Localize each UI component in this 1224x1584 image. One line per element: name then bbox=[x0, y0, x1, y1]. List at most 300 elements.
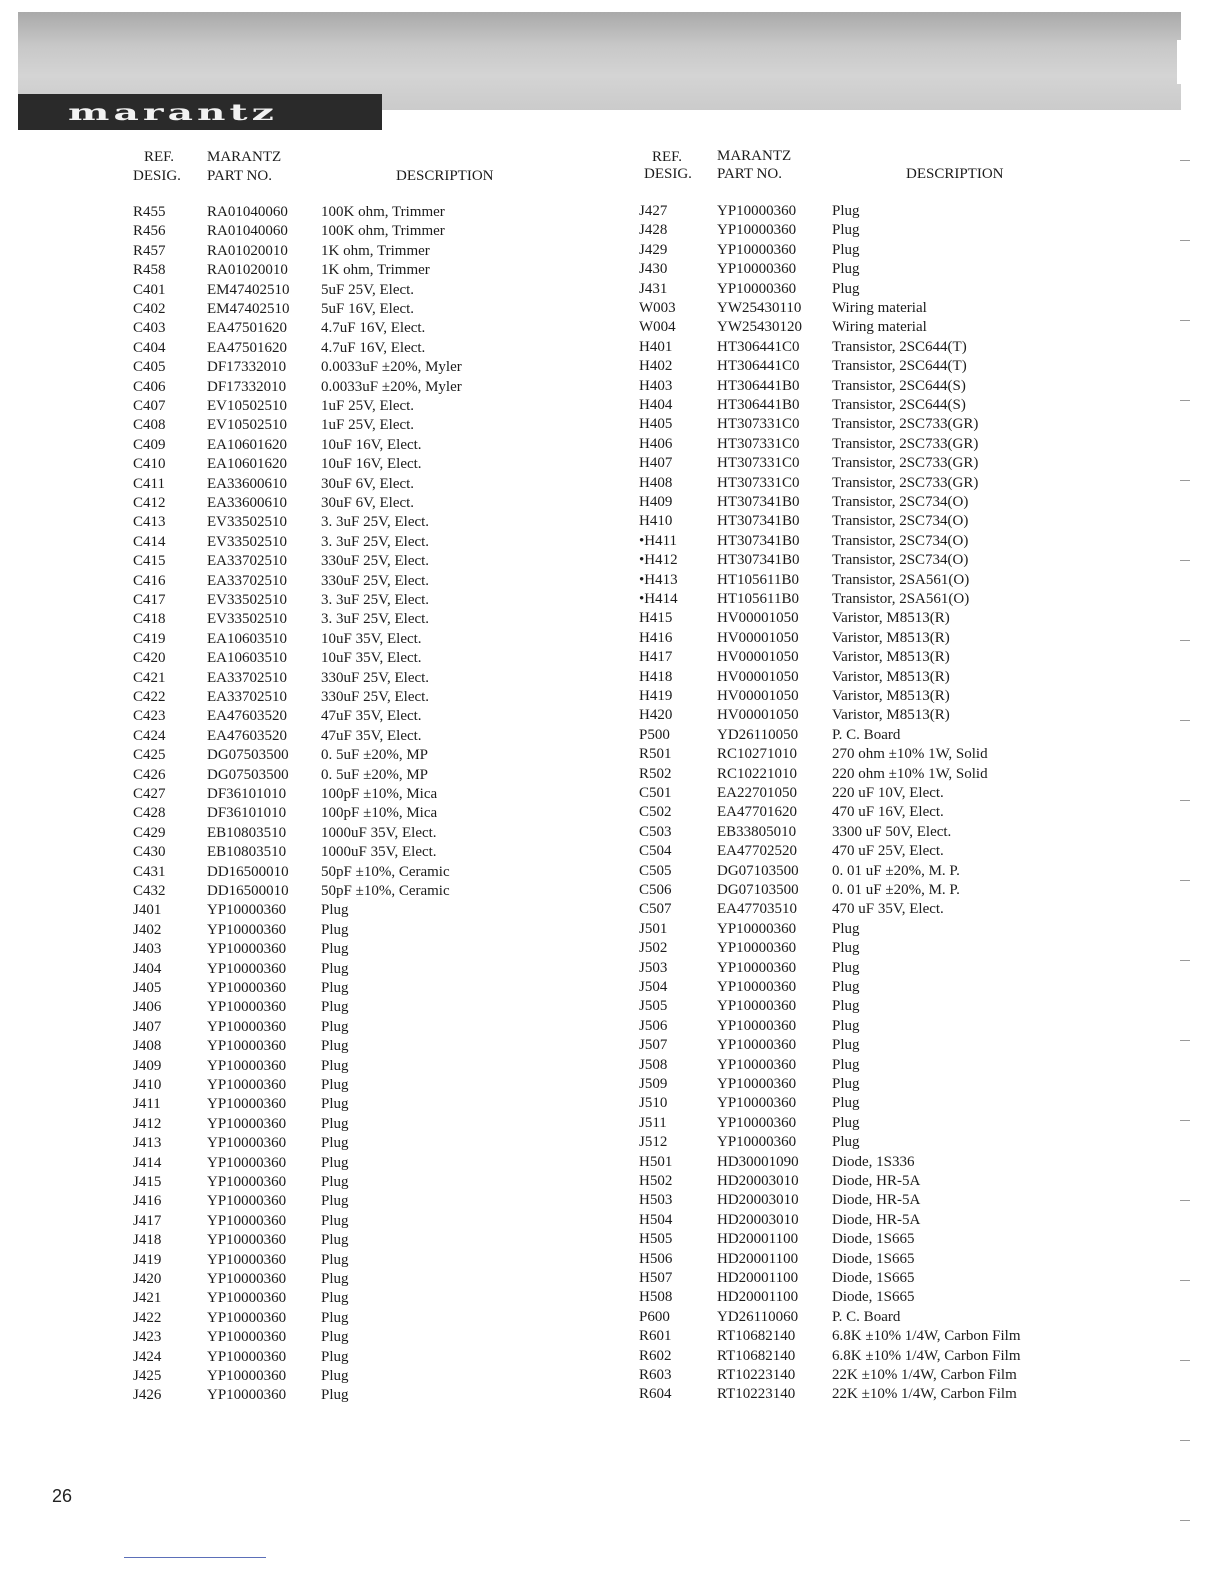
ref-designator: C424 bbox=[133, 727, 166, 744]
ref-designator: C503 bbox=[639, 823, 672, 840]
part-number: RC10221010 bbox=[717, 765, 798, 782]
description: Transistor, 2SC644(T) bbox=[832, 358, 967, 375]
part-number: EA47701620 bbox=[717, 804, 797, 821]
brand-logo-text: marantz bbox=[68, 98, 278, 126]
ref-designator: J412 bbox=[133, 1115, 162, 1132]
part-number: DG07503500 bbox=[207, 766, 289, 783]
description: Plug bbox=[321, 1387, 349, 1404]
right-description-header: DESCRIPTION bbox=[906, 166, 1004, 182]
description: 0. 01 uF ±20%, M. P. bbox=[832, 862, 960, 879]
description: 470 uF 16V, Elect. bbox=[832, 804, 944, 821]
part-number: EA33702510 bbox=[207, 553, 287, 570]
edge-tick-mark bbox=[1180, 480, 1190, 481]
description: 0. 5uF ±20%, MP bbox=[321, 766, 428, 783]
description: Plug bbox=[321, 1348, 349, 1365]
part-number: HD20001100 bbox=[717, 1231, 799, 1248]
ref-designator: J510 bbox=[639, 1095, 668, 1112]
ref-designator: C430 bbox=[133, 844, 166, 861]
ref-designator: J414 bbox=[133, 1154, 162, 1171]
part-number: EV33502510 bbox=[207, 533, 287, 550]
description: 470 uF 25V, Elect. bbox=[832, 843, 944, 860]
part-number: YP10000360 bbox=[207, 1077, 287, 1093]
description: 6.8K ±10% 1/4W, Carbon Film bbox=[832, 1328, 1021, 1345]
description: 270 ohm ±10% 1W, Solid bbox=[832, 746, 988, 763]
part-number: EA22701050 bbox=[717, 785, 797, 801]
part-number: HT105611B0 bbox=[717, 591, 799, 607]
ref-designator: J417 bbox=[133, 1212, 162, 1229]
ref-designator: R601 bbox=[639, 1328, 672, 1345]
right-part-header-2: PART NO. bbox=[717, 166, 782, 182]
part-number: YP10000360 bbox=[207, 1038, 287, 1055]
description: 1K ohm, Trimmer bbox=[321, 262, 430, 279]
part-number: YD26110050 bbox=[717, 726, 799, 743]
description: 3. 3uF 25V, Elect. bbox=[321, 533, 430, 550]
description: Plug bbox=[321, 1309, 349, 1326]
description: 10uF 35V, Elect. bbox=[321, 650, 422, 667]
description: Diode, HR-5A bbox=[832, 1192, 921, 1209]
ref-designator: J427 bbox=[639, 203, 668, 219]
ref-designator: J431 bbox=[639, 280, 668, 297]
ref-designator: C404 bbox=[133, 339, 166, 356]
edge-tick-mark bbox=[1180, 160, 1190, 161]
description: Transistor, 2SC733(GR) bbox=[832, 474, 979, 491]
ref-designator: C412 bbox=[133, 495, 166, 511]
part-number: YP10000360 bbox=[207, 1174, 287, 1190]
part-number: HV00001050 bbox=[717, 668, 799, 685]
right-part-header-1: MARANTZ bbox=[717, 148, 792, 164]
description: Varistor, M8513(R) bbox=[832, 688, 950, 704]
description: Plug bbox=[832, 203, 860, 219]
ref-designator: H409 bbox=[639, 494, 673, 510]
part-number: YP10000360 bbox=[207, 1096, 287, 1113]
right-ref-header-1: REF. bbox=[652, 149, 683, 165]
ref-designator: •H414 bbox=[639, 591, 678, 607]
description: Plug bbox=[321, 1096, 349, 1113]
part-number: EA33702510 bbox=[207, 572, 287, 589]
ref-designator: C505 bbox=[639, 862, 672, 879]
description: Plug bbox=[832, 241, 860, 258]
description: P. C. Board bbox=[832, 726, 901, 743]
edge-tick-mark bbox=[1180, 800, 1190, 801]
ref-designator: C428 bbox=[133, 805, 166, 822]
ref-designator: J411 bbox=[133, 1096, 161, 1113]
ref-designator: R458 bbox=[133, 262, 166, 279]
ref-designator: C426 bbox=[133, 766, 166, 783]
footer-rule bbox=[124, 1557, 266, 1558]
part-number: YP10000360 bbox=[717, 998, 797, 1015]
part-number: EA33702510 bbox=[207, 689, 287, 705]
part-number: YP10000360 bbox=[207, 1309, 287, 1326]
ref-designator: R604 bbox=[639, 1386, 672, 1403]
part-number: HD30001090 bbox=[717, 1153, 799, 1170]
ref-designator: J418 bbox=[133, 1232, 162, 1249]
description: Plug bbox=[832, 959, 860, 976]
ref-designator: C407 bbox=[133, 398, 166, 414]
part-number: HD20003010 bbox=[717, 1211, 799, 1228]
part-number: YP10000360 bbox=[207, 1115, 287, 1132]
part-number: HT306441C0 bbox=[717, 338, 800, 355]
description: Transistor, 2SC644(S) bbox=[832, 377, 966, 394]
description: Varistor, M8513(R) bbox=[832, 668, 950, 685]
description: Diode, 1S665 bbox=[832, 1231, 915, 1248]
brand-logo bbox=[18, 94, 382, 130]
part-number: HT307331C0 bbox=[717, 455, 800, 472]
description: 5uF 25V, Elect. bbox=[321, 281, 415, 298]
description: Plug bbox=[832, 1076, 860, 1092]
part-number: YP10000360 bbox=[717, 1017, 797, 1034]
part-number: EV10502510 bbox=[207, 417, 287, 434]
description: Transistor, 2SC734(O) bbox=[832, 532, 969, 549]
description: Plug bbox=[321, 1212, 349, 1229]
ref-designator: H410 bbox=[639, 513, 673, 530]
description: 22K ±10% 1/4W, Carbon Film bbox=[832, 1386, 1017, 1403]
ref-designator: P600 bbox=[639, 1308, 670, 1325]
ref-designator: R502 bbox=[639, 765, 672, 782]
part-number: EB33805010 bbox=[717, 823, 797, 840]
description: Plug bbox=[832, 920, 860, 937]
left-ref-header-2: DESIG. bbox=[133, 168, 181, 184]
description: Transistor, 2SC733(GR) bbox=[832, 416, 979, 433]
ref-designator: C432 bbox=[133, 883, 166, 899]
ref-designator: C406 bbox=[133, 378, 166, 395]
part-number: HD20003010 bbox=[717, 1173, 799, 1189]
description: Plug bbox=[321, 1193, 349, 1210]
description: 100pF ±10%, Mica bbox=[321, 805, 438, 822]
part-number: YW25430120 bbox=[717, 319, 802, 336]
description: 22K ±10% 1/4W, Carbon Film bbox=[832, 1367, 1017, 1383]
part-number: HT105611B0 bbox=[717, 571, 799, 588]
ref-designator: C423 bbox=[133, 708, 166, 725]
part-number: RT10223140 bbox=[717, 1386, 796, 1403]
part-number: YP10000360 bbox=[207, 1387, 287, 1404]
ref-designator: J506 bbox=[639, 1017, 668, 1034]
description: Plug bbox=[832, 998, 860, 1015]
ref-designator: H417 bbox=[639, 649, 673, 666]
description: 10uF 35V, Elect. bbox=[321, 630, 422, 647]
ref-designator: J428 bbox=[639, 222, 668, 239]
part-number: RA01020010 bbox=[207, 262, 288, 279]
ref-designator: C507 bbox=[639, 901, 672, 918]
description: Plug bbox=[321, 1115, 349, 1132]
description: 50pF ±10%, Ceramic bbox=[321, 863, 450, 880]
description: 47uF 35V, Elect. bbox=[321, 727, 422, 744]
edge-tick-mark bbox=[1180, 1120, 1190, 1121]
part-number: DG07103500 bbox=[717, 862, 799, 879]
ref-designator: J408 bbox=[133, 1038, 162, 1055]
ref-designator: C506 bbox=[639, 882, 672, 898]
part-number: YP10000360 bbox=[717, 1114, 797, 1131]
ref-designator: H508 bbox=[639, 1289, 673, 1306]
part-number: HT307341B0 bbox=[717, 552, 800, 569]
part-number: YP10000360 bbox=[717, 959, 797, 976]
ref-designator: H504 bbox=[639, 1211, 673, 1228]
description: 100pF ±10%, Mica bbox=[321, 786, 438, 802]
part-number: YW25430110 bbox=[717, 300, 802, 316]
ref-designator: W003 bbox=[639, 300, 676, 316]
ref-designator: C504 bbox=[639, 843, 672, 860]
part-number: HT307331C0 bbox=[717, 474, 800, 491]
description: Diode, HR-5A bbox=[832, 1211, 921, 1228]
part-number: YP10000360 bbox=[207, 999, 287, 1016]
description: Transistor, 2SC733(GR) bbox=[832, 455, 979, 472]
description: 220 uF 10V, Elect. bbox=[832, 785, 944, 801]
ref-designator: H507 bbox=[639, 1270, 673, 1286]
description: Plug bbox=[832, 1095, 860, 1112]
description: Plug bbox=[321, 1038, 349, 1055]
part-number: EM47402510 bbox=[207, 301, 290, 317]
ref-designator: J403 bbox=[133, 941, 162, 958]
description: 330uF 25V, Elect. bbox=[321, 572, 430, 589]
edge-tick-mark bbox=[1180, 720, 1190, 721]
part-number: HD20001100 bbox=[717, 1250, 799, 1267]
part-number: HT306441C0 bbox=[717, 358, 800, 375]
edge-tick-mark bbox=[1180, 400, 1190, 401]
description: 330uF 25V, Elect. bbox=[321, 689, 430, 705]
ref-designator: J423 bbox=[133, 1329, 162, 1346]
part-number: HT306441B0 bbox=[717, 397, 800, 413]
ref-designator: C422 bbox=[133, 689, 166, 705]
part-number: EA47603520 bbox=[207, 708, 287, 725]
part-number: EA47703510 bbox=[717, 901, 797, 918]
description: 3. 3uF 25V, Elect. bbox=[321, 611, 430, 628]
description: Varistor, M8513(R) bbox=[832, 707, 950, 724]
description: Transistor, 2SC734(O) bbox=[832, 552, 969, 569]
description: Plug bbox=[321, 902, 349, 919]
ref-designator: H505 bbox=[639, 1231, 673, 1248]
description: 30uF 6V, Elect. bbox=[321, 475, 415, 492]
part-number: DD16500010 bbox=[207, 863, 289, 880]
part-number: RC10271010 bbox=[717, 746, 798, 763]
part-number: RT10223140 bbox=[717, 1367, 796, 1383]
description: 330uF 25V, Elect. bbox=[321, 553, 430, 570]
part-number: DF36101010 bbox=[207, 805, 287, 822]
part-number: HT306441B0 bbox=[717, 377, 800, 394]
ref-designator: C502 bbox=[639, 804, 672, 821]
edge-tick-mark bbox=[1180, 1360, 1190, 1361]
description: Transistor, 2SA561(O) bbox=[832, 591, 970, 607]
ref-designator: C415 bbox=[133, 553, 166, 570]
ref-designator: J405 bbox=[133, 980, 162, 996]
edge-tick-mark bbox=[1180, 320, 1190, 321]
description: Plug bbox=[321, 1329, 349, 1346]
description: 100K ohm, Trimmer bbox=[321, 223, 445, 240]
edge-tick-mark bbox=[1180, 1200, 1190, 1201]
description: Plug bbox=[321, 1232, 349, 1249]
description: Plug bbox=[832, 940, 860, 957]
description: Diode, HR-5A bbox=[832, 1173, 921, 1189]
description: 0. 5uF ±20%, MP bbox=[321, 747, 428, 764]
description: Plug bbox=[832, 979, 860, 995]
part-number: DG07503500 bbox=[207, 747, 289, 764]
description: 3300 uF 50V, Elect. bbox=[832, 823, 952, 840]
description: 50pF ±10%, Ceramic bbox=[321, 883, 450, 899]
part-number: RA01040060 bbox=[207, 223, 288, 240]
description: 220 ohm ±10% 1W, Solid bbox=[832, 765, 988, 782]
description: 1uF 25V, Elect. bbox=[321, 398, 415, 414]
ref-designator: •H411 bbox=[639, 532, 678, 549]
part-number: EM47402510 bbox=[207, 281, 290, 298]
description: 30uF 6V, Elect. bbox=[321, 495, 415, 511]
description: 1uF 25V, Elect. bbox=[321, 417, 415, 434]
part-number: HT307341B0 bbox=[717, 532, 800, 549]
ref-designator: C421 bbox=[133, 669, 166, 686]
edge-tick-mark bbox=[1180, 1520, 1190, 1521]
description: Transistor, 2SC733(GR) bbox=[832, 435, 979, 452]
part-number: RA01020010 bbox=[207, 242, 288, 259]
left-ref-header-1: REF. bbox=[144, 149, 175, 165]
part-number: EA33600610 bbox=[207, 475, 287, 492]
ref-designator: J419 bbox=[133, 1251, 162, 1268]
description: Transistor, 2SC734(O) bbox=[832, 513, 969, 530]
ref-designator: H407 bbox=[639, 455, 673, 472]
edge-tick-mark bbox=[1180, 240, 1190, 241]
ref-designator: C416 bbox=[133, 572, 166, 589]
ref-designator: J407 bbox=[133, 1018, 162, 1035]
part-number: HT307331C0 bbox=[717, 416, 800, 433]
ref-designator: H420 bbox=[639, 707, 673, 724]
description: Plug bbox=[321, 1018, 349, 1035]
description: 5uF 16V, Elect. bbox=[321, 301, 415, 317]
edge-tick-mark bbox=[1180, 960, 1190, 961]
description: Plug bbox=[321, 1290, 349, 1307]
description: Plug bbox=[832, 280, 860, 297]
description: 3. 3uF 25V, Elect. bbox=[321, 592, 430, 608]
ref-designator: H506 bbox=[639, 1250, 673, 1267]
description: Plug bbox=[321, 1174, 349, 1190]
ref-designator: R602 bbox=[639, 1347, 672, 1364]
part-number: YP10000360 bbox=[207, 1212, 287, 1229]
ref-designator: J402 bbox=[133, 921, 162, 938]
description: Varistor, M8513(R) bbox=[832, 610, 950, 627]
ref-designator: H416 bbox=[639, 629, 673, 646]
description: Plug bbox=[832, 1134, 860, 1151]
part-number: YP10000360 bbox=[207, 1348, 287, 1365]
part-number: EV33502510 bbox=[207, 514, 287, 531]
description: 100K ohm, Trimmer bbox=[321, 204, 445, 220]
description: Plug bbox=[832, 1017, 860, 1034]
edge-tick-mark bbox=[1180, 880, 1190, 881]
description: 3. 3uF 25V, Elect. bbox=[321, 514, 430, 531]
right-ref-header-2: DESIG. bbox=[644, 166, 692, 182]
description: Plug bbox=[321, 960, 349, 977]
ref-designator: J410 bbox=[133, 1077, 162, 1093]
ref-designator: C427 bbox=[133, 786, 166, 802]
part-number: YP10000360 bbox=[717, 920, 797, 937]
page-number: 26 bbox=[52, 1486, 73, 1506]
description: Wiring material bbox=[832, 300, 927, 316]
description: Transistor, 2SC644(T) bbox=[832, 338, 967, 355]
description: 47uF 35V, Elect. bbox=[321, 708, 422, 725]
ref-designator: C420 bbox=[133, 650, 166, 667]
part-number: YP10000360 bbox=[207, 1018, 287, 1035]
part-number: EA10601620 bbox=[207, 456, 287, 473]
part-number: YP10000360 bbox=[717, 1134, 797, 1151]
left-part-header-2: PART NO. bbox=[207, 168, 272, 184]
description: Plug bbox=[832, 222, 860, 239]
description: Diode, 1S665 bbox=[832, 1289, 915, 1306]
ref-designator: C403 bbox=[133, 320, 166, 337]
description: 0.0033uF ±20%, Myler bbox=[321, 378, 462, 395]
part-number: EA47603520 bbox=[207, 727, 287, 744]
ref-designator: J416 bbox=[133, 1193, 162, 1210]
part-number: YP10000360 bbox=[717, 222, 797, 239]
description: 1000uF 35V, Elect. bbox=[321, 844, 437, 861]
part-number: YP10000360 bbox=[207, 1135, 287, 1152]
description: Plug bbox=[321, 1271, 349, 1287]
part-number: YP10000360 bbox=[207, 1193, 287, 1210]
part-number: HT307341B0 bbox=[717, 494, 800, 510]
part-number: HV00001050 bbox=[717, 707, 799, 724]
ref-designator: C417 bbox=[133, 592, 166, 608]
description: P. C. Board bbox=[832, 1308, 901, 1325]
ref-designator: C411 bbox=[133, 475, 165, 492]
ref-designator: J430 bbox=[639, 261, 668, 278]
ref-designator: H401 bbox=[639, 338, 673, 355]
ref-designator: J422 bbox=[133, 1309, 162, 1326]
description: Plug bbox=[321, 1154, 349, 1171]
banner-edge bbox=[1177, 40, 1181, 84]
part-number: HV00001050 bbox=[717, 610, 799, 627]
part-number: YP10000360 bbox=[207, 902, 287, 919]
ref-designator: C431 bbox=[133, 863, 166, 880]
description: 1K ohm, Trimmer bbox=[321, 242, 430, 259]
ref-designator: J401 bbox=[133, 902, 162, 919]
part-number: YP10000360 bbox=[207, 1154, 287, 1171]
ref-designator: J502 bbox=[639, 940, 668, 957]
ref-designator: J404 bbox=[133, 960, 162, 977]
ref-designator: J501 bbox=[639, 920, 668, 937]
part-number: YP10000360 bbox=[717, 940, 797, 957]
part-number: EV10502510 bbox=[207, 398, 287, 414]
part-number: EA47702520 bbox=[717, 843, 797, 860]
ref-designator: J505 bbox=[639, 998, 668, 1015]
ref-designator: J511 bbox=[639, 1114, 667, 1131]
part-number: HD20001100 bbox=[717, 1289, 799, 1306]
ref-designator: J503 bbox=[639, 959, 668, 976]
ref-designator: R457 bbox=[133, 242, 166, 259]
description: Plug bbox=[321, 921, 349, 938]
description: Plug bbox=[321, 1057, 349, 1074]
description: Transistor, 2SC734(O) bbox=[832, 494, 969, 510]
part-number: RA01040060 bbox=[207, 204, 288, 220]
ref-designator: J429 bbox=[639, 241, 668, 258]
description: Plug bbox=[321, 1368, 349, 1384]
part-number: EA47501620 bbox=[207, 339, 287, 356]
part-number: HD20001100 bbox=[717, 1270, 799, 1286]
description: Plug bbox=[832, 1114, 860, 1131]
part-number: DD16500010 bbox=[207, 883, 289, 899]
part-number: YP10000360 bbox=[717, 1076, 797, 1092]
part-number: EA10603510 bbox=[207, 650, 287, 667]
description: Plug bbox=[321, 999, 349, 1016]
part-number: YP10000360 bbox=[207, 1329, 287, 1346]
part-number: YP10000360 bbox=[207, 1057, 287, 1074]
edge-tick-mark bbox=[1180, 1440, 1190, 1441]
part-number: YP10000360 bbox=[207, 1368, 287, 1384]
ref-designator: H501 bbox=[639, 1153, 673, 1170]
ref-designator: J509 bbox=[639, 1076, 668, 1092]
ref-designator: H415 bbox=[639, 610, 673, 627]
description: Diode, 1S665 bbox=[832, 1270, 915, 1286]
description: 0.0033uF ±20%, Myler bbox=[321, 359, 462, 376]
part-number: YP10000360 bbox=[207, 921, 287, 938]
ref-designator: J421 bbox=[133, 1290, 162, 1307]
description: 6.8K ±10% 1/4W, Carbon Film bbox=[832, 1347, 1021, 1364]
part-number: EA33702510 bbox=[207, 669, 287, 686]
part-number: EV33502510 bbox=[207, 592, 287, 608]
ref-designator: C425 bbox=[133, 747, 166, 764]
part-number: YP10000360 bbox=[717, 261, 797, 278]
